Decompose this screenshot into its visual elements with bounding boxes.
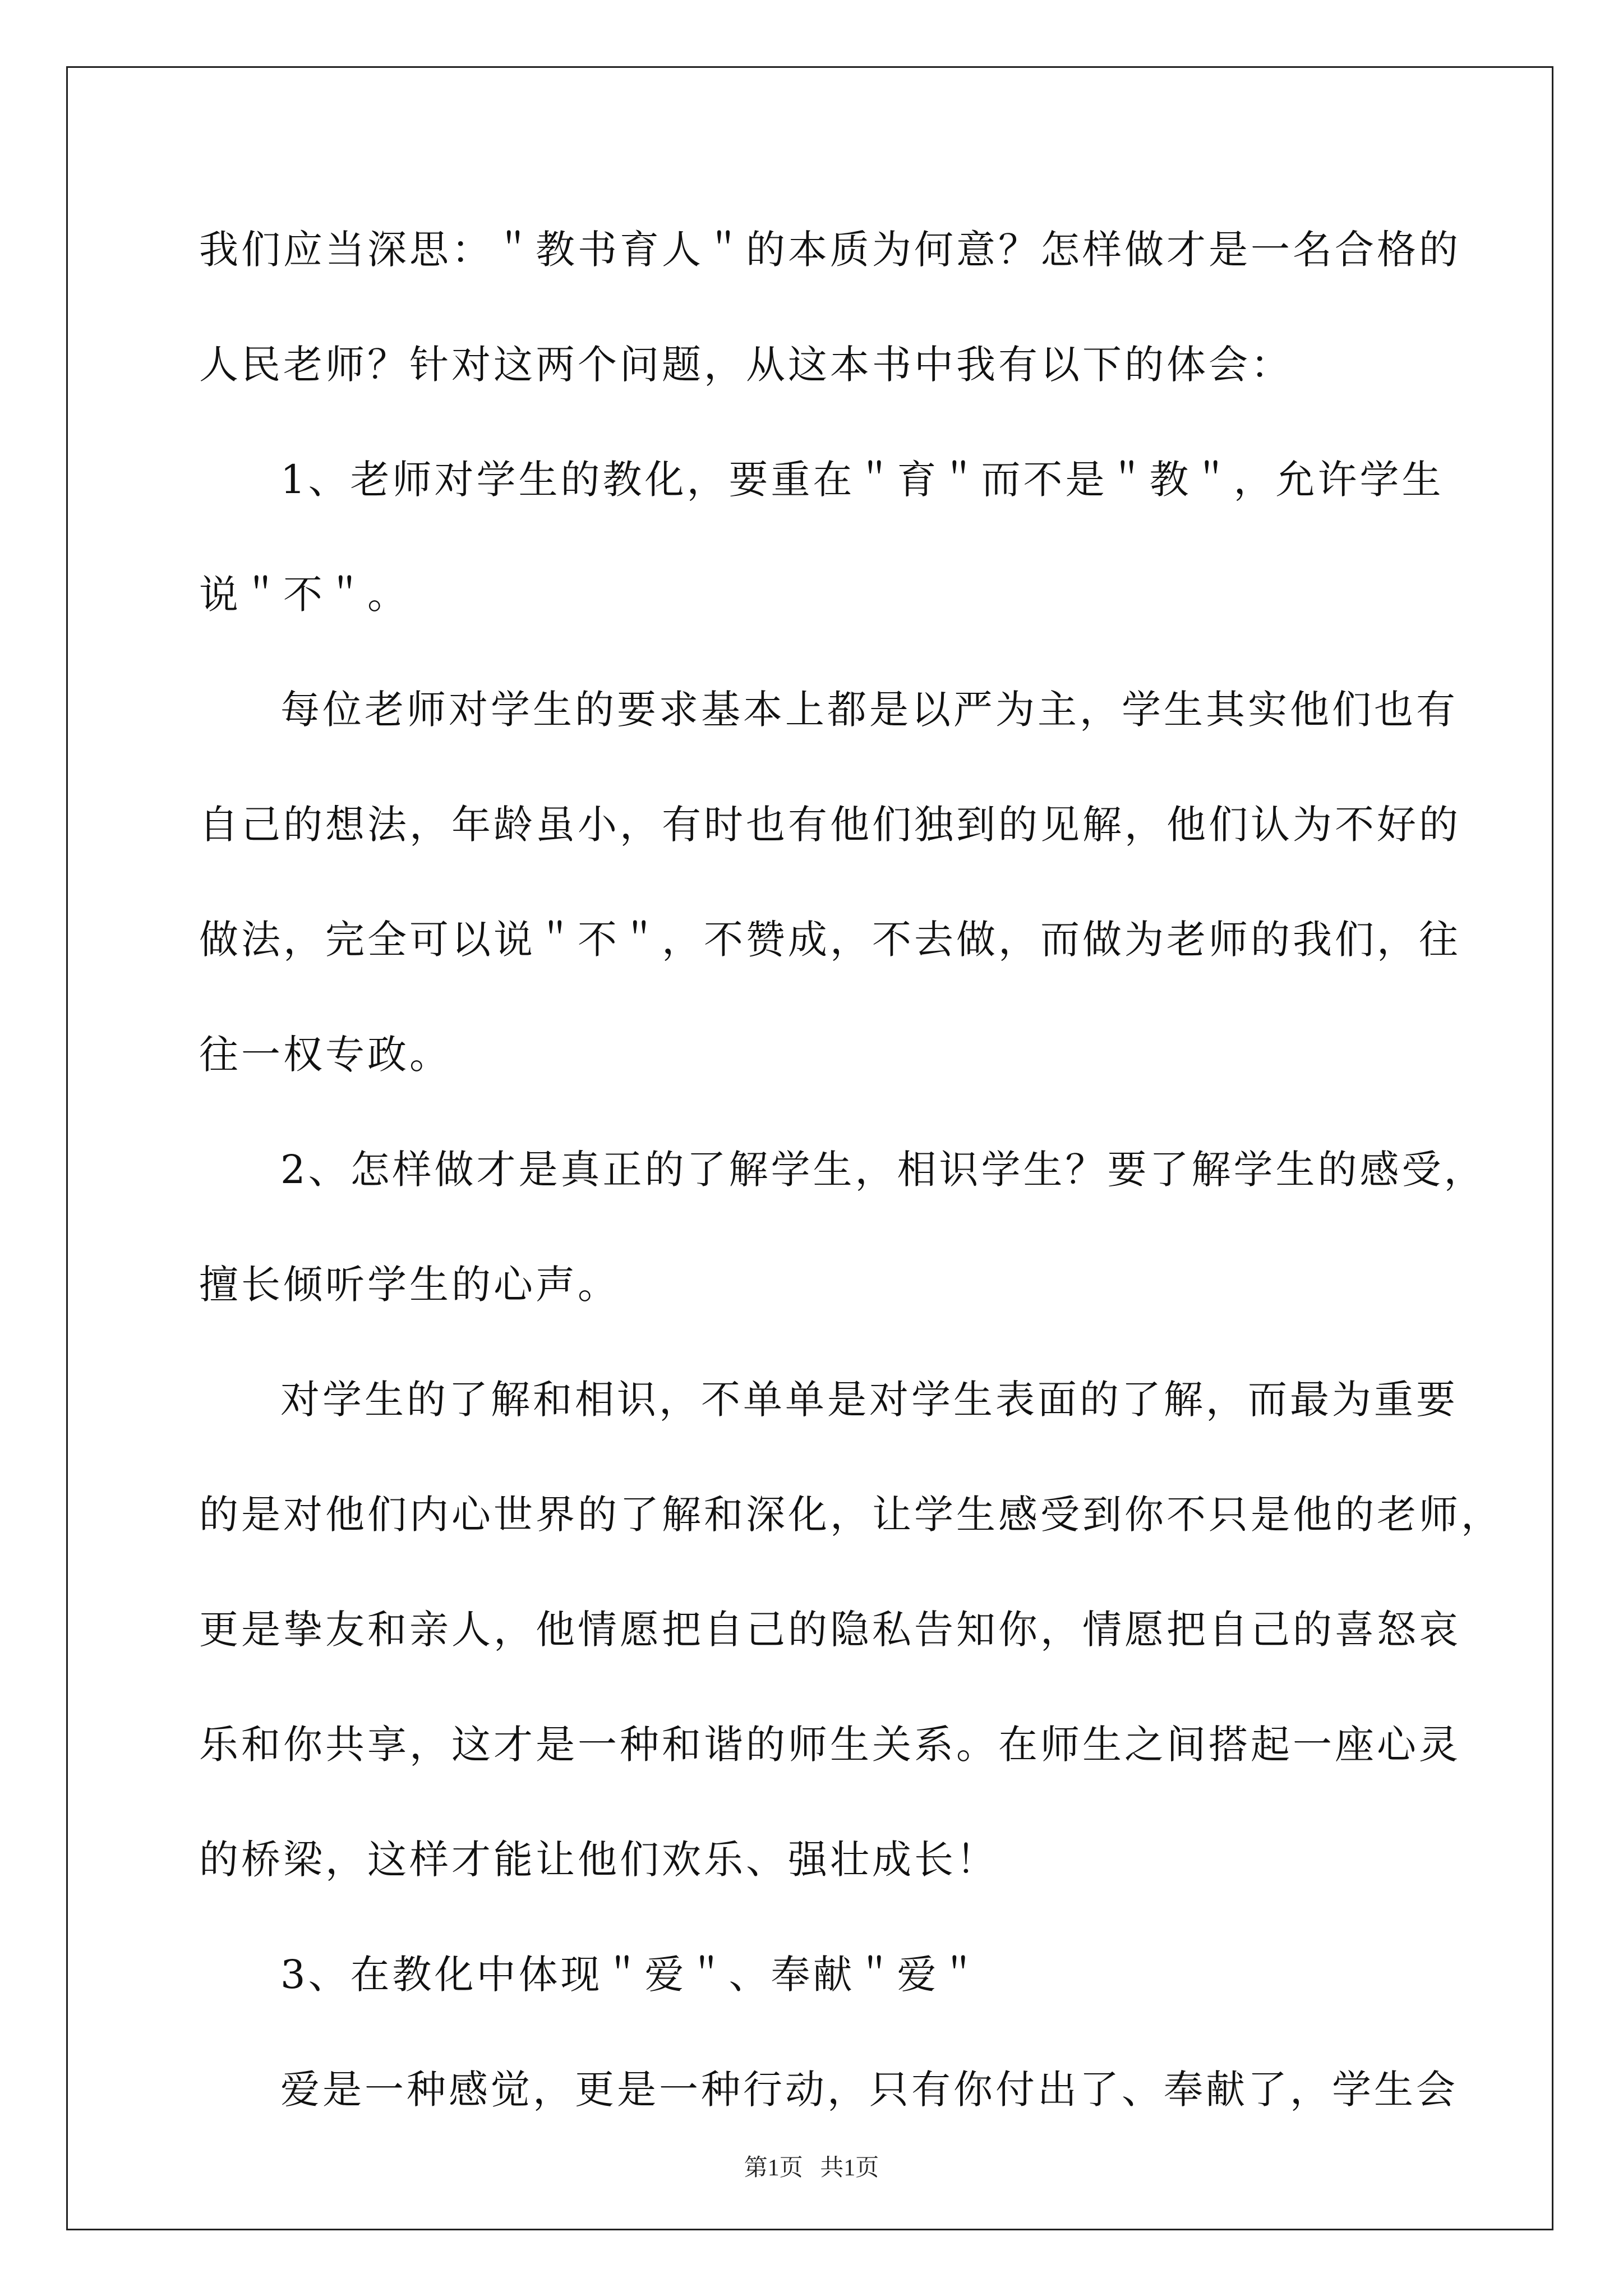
page-number-label: 第1页 (744, 2155, 803, 2181)
body-line-9: 2、怎样做才是真正的了解学生，相识学生？要了解学生的感受， (280, 1147, 1486, 1193)
body-line-8: 往一权专政。 (199, 1032, 451, 1078)
body-line-10: 擅长倾听学生的心声。 (199, 1262, 620, 1308)
body-line-4: 说＂不＂。 (199, 572, 409, 618)
body-line-6: 自己的想法，年龄虽小，有时也有他们独到的见解，他们认为不好的 (199, 802, 1461, 848)
body-line-17: 爱是一种感觉，更是一种行动，只有你付出了、奉献了，学生会 (280, 2067, 1458, 2113)
body-line-16: 3、在教化中体现＂爱＂、奉献＂爱＂ (280, 1952, 981, 1998)
body-line-1: 我们应当深思：＂教书育人＂的本质为何意？怎样做才是一名合格的 (199, 227, 1461, 273)
body-line-3: 1、老师对学生的教化，要重在＂育＂而不是＂教＂，允许学生 (280, 457, 1444, 503)
body-line-12: 的是对他们内心世界的了解和深化，让学生感受到你不只是他的老师， (199, 1492, 1503, 1538)
body-line-13: 更是挚友和亲人，他情愿把自己的隐私告知你，情愿把自己的喜怒哀 (199, 1607, 1461, 1653)
body-line-15: 的桥梁，这样才能让他们欢乐、强壮成长！ (199, 1837, 998, 1883)
page-total-label: 共1页 (820, 2155, 879, 2181)
body-line-5: 每位老师对学生的要求基本上都是以严为主，学生其实他们也有 (280, 687, 1458, 733)
page-footer (0, 2151, 1623, 2185)
body-line-14: 乐和你共享，这才是一种和谐的师生关系。在师生之间搭起一座心灵 (199, 1722, 1461, 1768)
body-line-11: 对学生的了解和相识，不单单是对学生表面的了解，而最为重要 (280, 1377, 1458, 1423)
body-line-7: 做法，完全可以说＂不＂，不赞成，不去做，而做为老师的我们，往 (199, 917, 1461, 963)
body-line-2: 人民老师？针对这两个问题，从这本书中我有以下的体会： (199, 342, 1293, 388)
